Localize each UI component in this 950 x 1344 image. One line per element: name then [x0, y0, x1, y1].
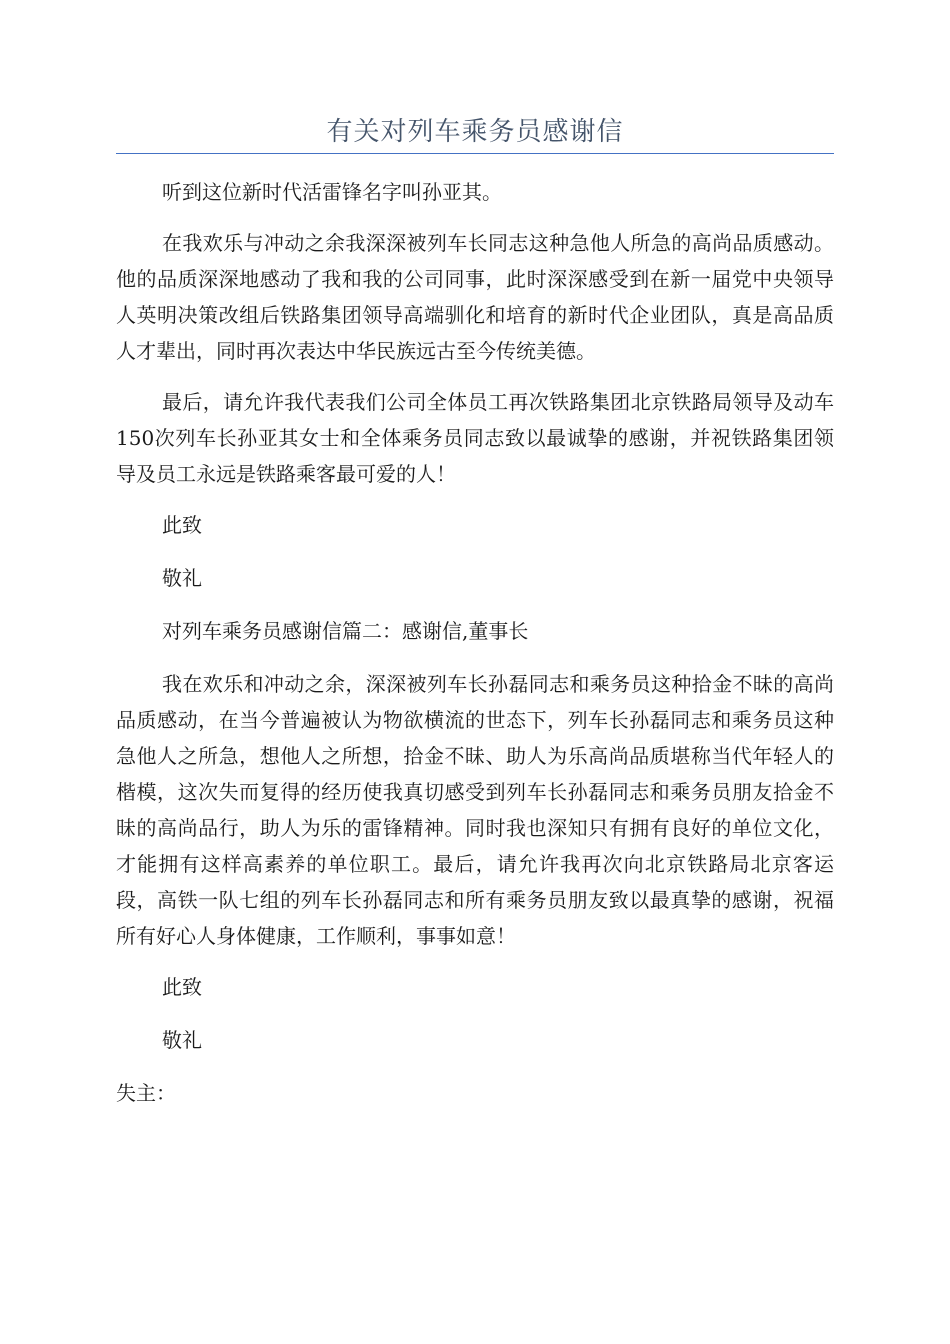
closing-jingli: 敬礼 — [162, 566, 202, 590]
closing-jingli-2: 敬礼 — [162, 1028, 202, 1052]
closing-cizhi-2: 此致 — [162, 975, 202, 999]
paragraph-thanks: 在我欢乐与冲动之余我深深被列车长同志这种急他人所急的高尚品质感动。他的品质深深地感动了我和我的公司同事，此时深深感受到在新一届党中央领导人英明决策改组后铁路集团领导高端驯化和培育的新时代企业团队，真是高品质人才辈出，同时再次表达中华民族远古至今传统美德。 — [116, 231, 834, 363]
title-underline — [116, 153, 834, 154]
document-body — [116, 174, 834, 1111]
section-heading: 对列车乘务员感谢信篇二：感谢信,董事长 — [162, 619, 529, 643]
document-title: 有关对列车乘务员感谢信 — [326, 117, 624, 147]
paragraph-intro: 听到这位新时代活雷锋名字叫孙亚其。 — [162, 180, 502, 204]
signature-label: 失主： — [116, 1081, 176, 1105]
paragraph-second-letter: 我在欢乐和冲动之余，深深被列车长孙磊同志和乘务员这种拾金不昧的高尚品质感动，在当今普遍被认为物欲横流的世态下，列车长孙磊同志和乘务员这种急他人之所急，想他人之所想，拾金不昧、助人为乐高尚品质堪称当代年轻人的楷模，这次失而复得的经历使我真切感受到列车长孙磊同志和乘务员朋友拾金不昧的高尚品行，助人为乐的雷锋精神。同时我也深知只有拥有良好的单位文化，才能拥有这样高素养的单位职工。最后，请允许我再次向北京铁路局北京客运段，高铁一队七组的列车长孙磊同志和所有乘务员朋友致以最真挚的感谢，祝福所有好心人身体健康，工作顺利，事事如意！ — [116, 672, 834, 948]
closing-cizhi: 此致 — [162, 513, 202, 537]
paragraph-final-thanks: 最后，请允许我代表我们公司全体员工再次铁路集团北京铁路局领导及动车150次列车长孙亚其女士和全体乘务员同志致以最诚挚的感谢，并祝铁路集团领导及员工永远是铁路乘客最可爱的人！ — [116, 390, 834, 486]
